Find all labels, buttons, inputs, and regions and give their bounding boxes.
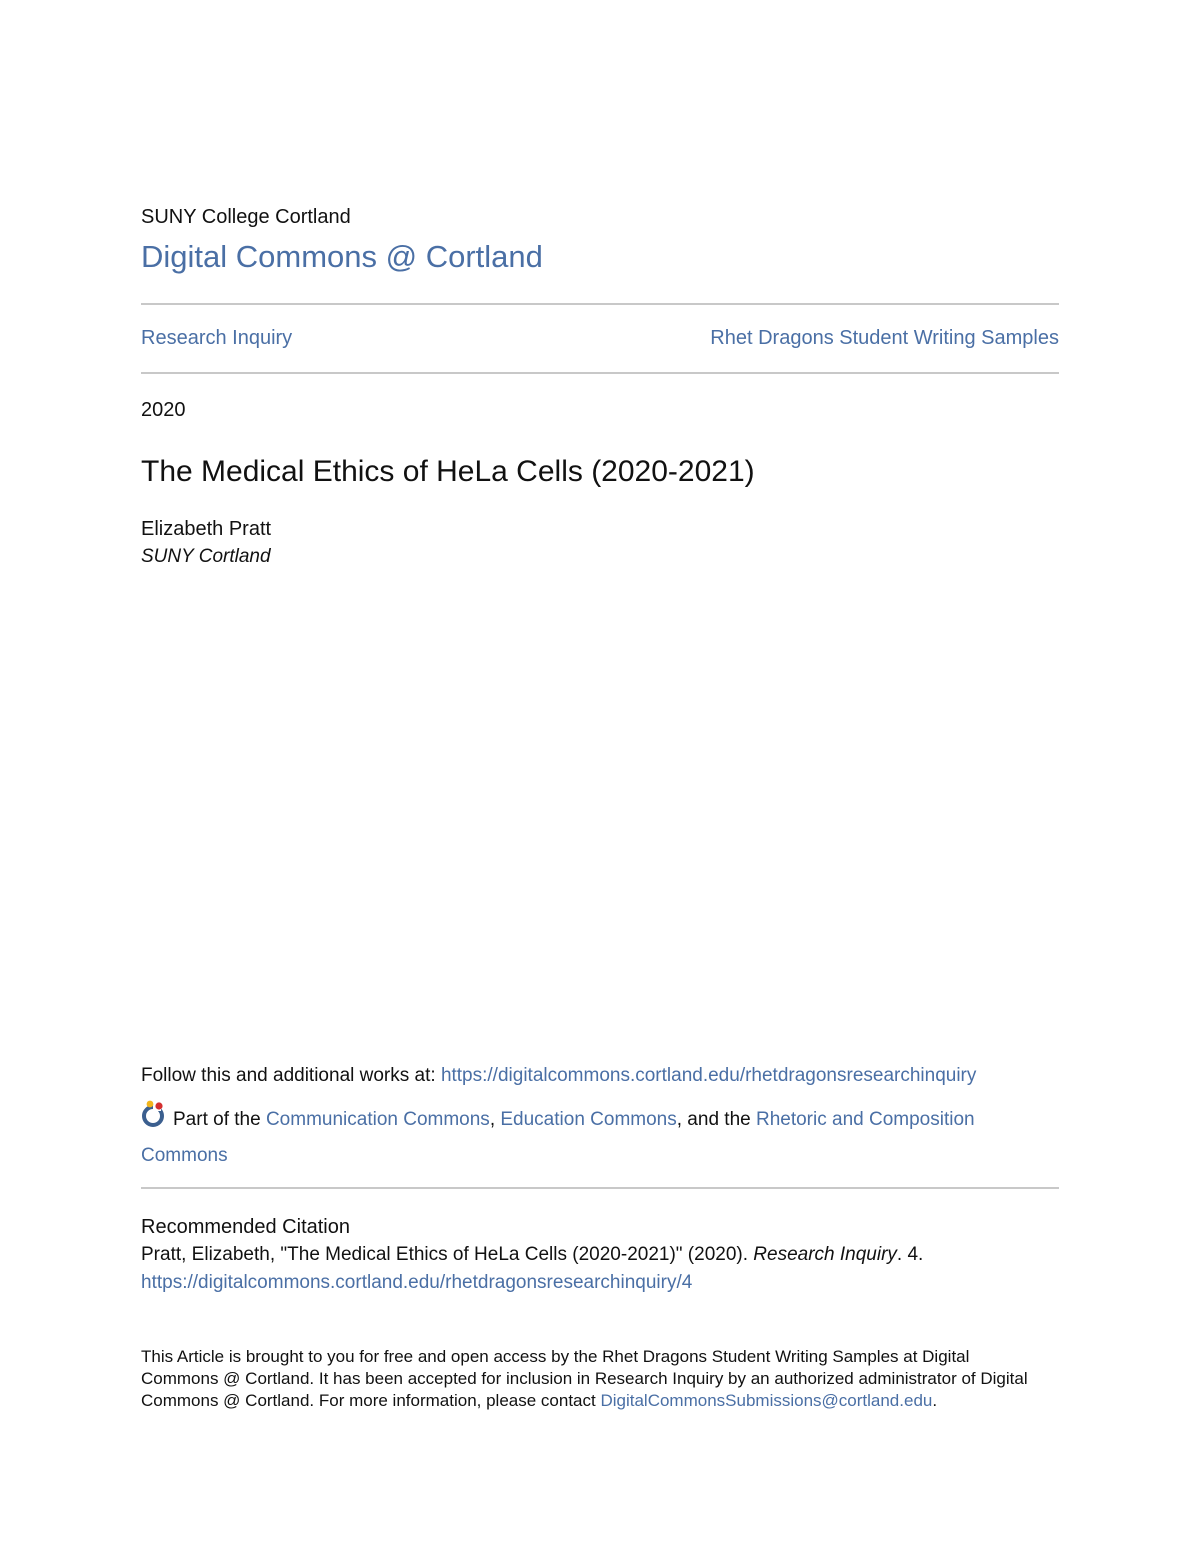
communication-commons-link[interactable]: Communication Commons	[265, 1109, 490, 1130]
citation-url-link[interactable]: https://digitalcommons.cortland.edu/rhetdragonsresearchinquiry/4	[141, 1272, 693, 1293]
notice-text: This Article is brought to you for free and open access by the Rhet Dragons Student Writing Samples at Digital Commons @ Cortland. It has been accepted for inclusion in Research Inquiry by an authorized administrator of Digital Commons @ Cortland. For more information, please contact	[141, 1347, 1028, 1410]
repository-title-link[interactable]: Digital Commons @ Cortland	[141, 239, 543, 274]
follow-prefix: Follow this and additional works at:	[141, 1065, 441, 1086]
citation-journal: Research Inquiry	[753, 1244, 897, 1265]
part-of-separator: , and the	[676, 1109, 756, 1130]
contact-email-link[interactable]: DigitalCommonsSubmissions@cortland.edu	[600, 1391, 933, 1410]
series-link-research-inquiry[interactable]: Research Inquiry	[141, 327, 293, 349]
top-divider	[141, 303, 1059, 305]
part-of-line	[141, 1100, 1041, 1172]
network-icon	[141, 1100, 167, 1139]
access-notice	[141, 1346, 1041, 1412]
series-link-rhet-dragons[interactable]: Rhet Dragons Student Writing Samples	[710, 327, 1059, 349]
citation-text	[141, 1244, 1059, 1266]
citation-divider	[141, 1187, 1059, 1189]
series-divider	[141, 372, 1059, 374]
follow-line	[141, 1065, 1059, 1087]
citation-heading: Recommended Citation	[141, 1216, 350, 1238]
publication-year: 2020	[141, 399, 186, 421]
author-name: Elizabeth Pratt	[141, 518, 272, 540]
part-of-prefix: Part of the	[173, 1109, 266, 1130]
article-title: The Medical Ethics of HeLa Cells (2020-2021)	[141, 455, 755, 488]
author-affiliation: SUNY Cortland	[141, 546, 271, 567]
institution-name: SUNY College Cortland	[141, 206, 351, 228]
citation-prefix: Pratt, Elizabeth, "The Medical Ethics of HeLa Cells (2020-2021)" (2020).	[141, 1244, 754, 1265]
follow-url-link[interactable]: https://digitalcommons.cortland.edu/rhetdragonsresearchinquiry	[440, 1065, 977, 1086]
rhetoric-composition-commons-link[interactable]: Rhetoric and Composition Commons	[141, 1109, 975, 1166]
notice-end: .	[932, 1391, 938, 1410]
part-of-separator: ,	[489, 1109, 501, 1130]
citation-suffix: . 4.	[896, 1244, 924, 1265]
education-commons-link[interactable]: Education Commons	[500, 1109, 677, 1130]
